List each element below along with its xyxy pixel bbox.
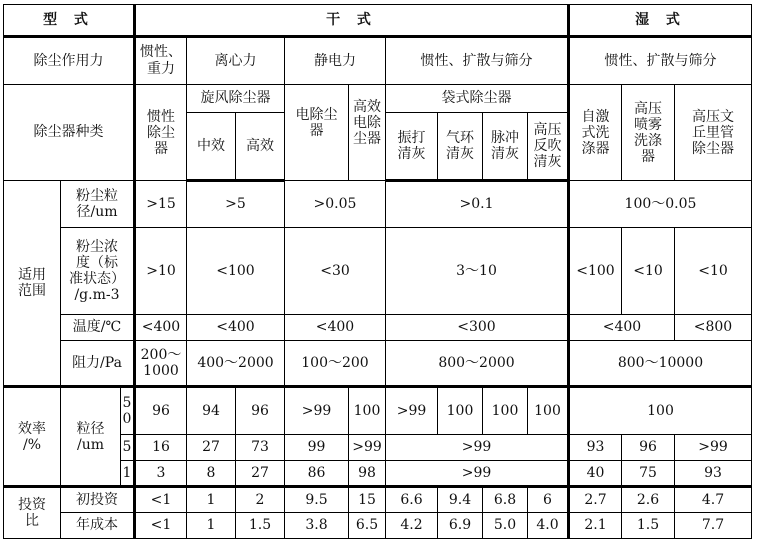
- particle-bag: >0.1: [386, 181, 569, 228]
- force-inertia-line1: 惯性、: [140, 44, 182, 60]
- size-50-l1: 5: [122, 395, 132, 411]
- applicable-group-l2: 范围: [18, 283, 46, 299]
- efficiency-row-50: [4, 387, 752, 435]
- init-bag-air: 9.4: [438, 487, 483, 513]
- eff5-cyclone-mid: 27: [187, 435, 236, 461]
- eff50-esp: >99: [285, 387, 349, 435]
- temp-wet-self-spray: <400: [569, 315, 675, 341]
- eff1-wet-spray: 75: [622, 461, 675, 487]
- init-inertial: <1: [135, 487, 187, 513]
- conc-wet-self: <100: [569, 228, 622, 315]
- investment-group-l2: 比: [25, 513, 39, 529]
- eff5-hi-esp: >99: [349, 435, 386, 461]
- force-inertia-gravity: [135, 37, 187, 85]
- force-centrifugal: 离心力: [187, 37, 285, 85]
- eff1-bag: >99: [386, 461, 569, 487]
- type-inertial: [135, 85, 187, 181]
- force-row: [4, 37, 752, 85]
- size-5: 5: [121, 435, 135, 461]
- applicable-resist-row: [4, 341, 752, 387]
- type-bag-shake-l1: 振打: [397, 130, 426, 146]
- init-wet-self: 2.7: [569, 487, 622, 513]
- eff5-esp: 99: [285, 435, 349, 461]
- annual-bag-reverse: 4.0: [528, 513, 569, 539]
- temp-inertial: <400: [135, 315, 187, 341]
- type-hi-esp-l2: 电除: [353, 115, 381, 131]
- particle-label-l2: 径/um: [76, 204, 118, 220]
- temp-cyclone: <400: [187, 315, 285, 341]
- type-bag-pulse-l2: 清灰: [491, 146, 519, 162]
- type-cyclone: 旋风除尘器: [187, 85, 285, 113]
- type-esp-l1: 电除尘: [295, 107, 338, 123]
- conc-bag: 3～10: [386, 228, 569, 315]
- initial-label: 初投资: [61, 487, 135, 513]
- size-50-l2: 0: [122, 411, 132, 427]
- type-bag-shake: [386, 113, 438, 181]
- applicable-particle-row: [4, 181, 752, 228]
- eff1-cyclone-high: 27: [236, 461, 285, 487]
- annual-wet-venturi: 7.7: [675, 513, 752, 539]
- type-cyclone-mid: 中效: [187, 113, 236, 181]
- type-bag-rev-l1: 高压: [533, 122, 562, 138]
- conc-label: [61, 228, 135, 315]
- efficiency-group-l2: /%: [22, 436, 42, 453]
- applicable-temp-row: [4, 315, 752, 341]
- conc-inertial: >10: [135, 228, 187, 315]
- eff1-inertial: 3: [135, 461, 187, 487]
- type-hi-esp-l1: 高效: [353, 99, 381, 115]
- conc-label-l3: 准状态）: [69, 271, 125, 287]
- particle-inertial: >15: [135, 181, 187, 228]
- type-esp: [285, 85, 349, 181]
- investment-group-l1: 投资: [18, 497, 46, 513]
- force-dry-combined: 惯性、扩散与筛分: [386, 37, 569, 85]
- eff50-bag-pulse: 100: [483, 387, 528, 435]
- init-wet-venturi: 4.7: [675, 487, 752, 513]
- annual-bag-pulse: 5.0: [483, 513, 528, 539]
- type-bag-pulse-l1: 脉冲: [491, 130, 519, 146]
- type-wet-venturi-l2: 丘里管: [692, 124, 734, 141]
- particle-esp: >0.05: [285, 181, 386, 228]
- annual-label: 年成本: [61, 513, 135, 539]
- applicable-conc-row: [4, 228, 752, 315]
- temp-bag: <300: [386, 315, 569, 341]
- eff50-bag-air: 100: [438, 387, 483, 435]
- type-bag: 袋式除尘器: [386, 85, 569, 113]
- type-wet-venturi: [675, 85, 752, 181]
- eff1-esp: 86: [285, 461, 349, 487]
- annual-inertial: <1: [135, 513, 187, 539]
- header-type: 型 式: [4, 5, 135, 37]
- particle-cyclone: >5: [187, 181, 285, 228]
- conc-label-l2: 度（标: [76, 255, 118, 271]
- eff50-wet: 100: [569, 387, 752, 435]
- eff50-inertial: 96: [135, 387, 187, 435]
- eff5-bag: >99: [386, 435, 569, 461]
- eff5-inertial: 16: [135, 435, 187, 461]
- type-row-upper: [4, 85, 752, 113]
- resist-label: 阻力/Pa: [61, 341, 135, 387]
- type-wet-self-l1: 自激: [581, 108, 610, 125]
- eff50-bag-reverse: 100: [528, 387, 569, 435]
- resist-cyclone: 400～2000: [187, 341, 285, 387]
- header-wet: 湿 式: [569, 5, 752, 37]
- eff5-wet-venturi: >99: [675, 435, 752, 461]
- type-bag-rev-l2: 反吹: [533, 138, 562, 154]
- efficiency-group: [4, 387, 61, 487]
- eff1-wet-venturi: 93: [675, 461, 752, 487]
- type-wet-venturi-l3: 除尘器: [692, 140, 734, 157]
- type-bag-air-ring: [438, 113, 483, 181]
- annual-esp: 3.8: [285, 513, 349, 539]
- temp-esp: <400: [285, 315, 386, 341]
- conc-label-l1: 粉尘浓: [76, 239, 118, 255]
- type-wet-spray-l4: 器: [641, 148, 655, 165]
- type-bag-air-l2: 清灰: [446, 146, 474, 162]
- temp-label: 温度/℃: [61, 315, 135, 341]
- applicable-group-l1: 适用: [18, 267, 46, 283]
- type-bag-rev-l3: 清灰: [533, 154, 562, 170]
- conc-label-l4: /g.m-3: [74, 287, 120, 303]
- force-label: 除尘作用力: [4, 37, 135, 85]
- type-label: 除尘器种类: [4, 85, 135, 181]
- conc-esp: <30: [285, 228, 386, 315]
- type-hi-esp-l3: 尘器: [353, 131, 381, 147]
- init-bag-pulse: 6.8: [483, 487, 528, 513]
- annual-wet-self: 2.1: [569, 513, 622, 539]
- init-wet-spray: 2.6: [622, 487, 675, 513]
- init-cyclone-mid: 1: [187, 487, 236, 513]
- force-inertia-line2: 重力: [147, 61, 175, 77]
- force-wet-combined: 惯性、扩散与筛分: [569, 37, 752, 85]
- investment-annual-row: [4, 513, 752, 539]
- eff5-wet-self: 93: [569, 435, 622, 461]
- force-electrostatic: 静电力: [285, 37, 386, 85]
- resist-inertial-l2: 1000: [143, 363, 179, 379]
- resist-inertial-l1: 200～: [140, 347, 182, 363]
- annual-bag-air: 6.9: [438, 513, 483, 539]
- size-label-l1: 粒径: [76, 420, 105, 437]
- particle-wet: 100～0.05: [569, 181, 752, 228]
- annual-cyclone-mid: 1: [187, 513, 236, 539]
- header-dry: 干 式: [135, 5, 569, 37]
- temp-wet-venturi: <800: [675, 315, 752, 341]
- type-wet-spray: [622, 85, 675, 181]
- type-bag-pulse: [483, 113, 528, 181]
- type-bag-reverse: [528, 113, 569, 181]
- eff50-bag-shake: >99: [386, 387, 438, 435]
- type-bag-shake-l2: 清灰: [397, 146, 426, 162]
- investment-group: [4, 487, 61, 539]
- conc-cyclone: <100: [187, 228, 285, 315]
- type-wet-self-l2: 式洗: [581, 124, 610, 141]
- type-wet-venturi-l1: 高压文: [692, 108, 734, 125]
- type-bag-air-l1: 气环: [446, 130, 474, 146]
- applicable-group: [4, 181, 61, 387]
- type-inertial-l3: 器: [154, 140, 168, 157]
- type-esp-l2: 器: [309, 123, 324, 139]
- resist-bag: 800～2000: [386, 341, 569, 387]
- type-wet-spray-l1: 高压: [634, 100, 662, 117]
- header-row: [4, 5, 752, 37]
- type-cyclone-high: 高效: [236, 113, 285, 181]
- type-high-eff-esp: [349, 85, 386, 181]
- eff1-cyclone-mid: 8: [187, 461, 236, 487]
- type-wet-spray-l3: 洗涤: [634, 132, 662, 149]
- size-50: [121, 387, 135, 435]
- eff1-wet-self: 40: [569, 461, 622, 487]
- annual-bag-shake: 4.2: [386, 513, 438, 539]
- annual-cyclone-high: 1.5: [236, 513, 285, 539]
- size-label: [61, 387, 121, 487]
- eff50-hi-esp: 100: [349, 387, 386, 435]
- eff50-cyclone-high: 96: [236, 387, 285, 435]
- init-cyclone-high: 2: [236, 487, 285, 513]
- conc-wet-spray: <10: [622, 228, 675, 315]
- comparison-table-container: [3, 4, 752, 539]
- size-label-l2: /um: [76, 436, 104, 453]
- type-inertial-l2: 除尘: [147, 124, 175, 141]
- type-wet-spray-l2: 喷雾: [634, 116, 662, 133]
- particle-label-l1: 粉尘粒: [76, 188, 118, 204]
- annual-wet-spray: 1.5: [622, 513, 675, 539]
- init-bag-reverse: 6: [528, 487, 569, 513]
- investment-initial-row: [4, 487, 752, 513]
- eff5-cyclone-high: 73: [236, 435, 285, 461]
- efficiency-group-l1: 效率: [18, 420, 46, 437]
- type-wet-self-l3: 涤器: [581, 140, 610, 157]
- eff1-hi-esp: 98: [349, 461, 386, 487]
- type-wet-self: [569, 85, 622, 181]
- eff5-wet-spray: 96: [622, 435, 675, 461]
- init-bag-shake: 6.6: [386, 487, 438, 513]
- resist-wet: 800～10000: [569, 341, 752, 387]
- init-esp: 9.5: [285, 487, 349, 513]
- init-hi-esp: 15: [349, 487, 386, 513]
- eff50-cyclone-mid: 94: [187, 387, 236, 435]
- size-1: 1: [121, 461, 135, 487]
- annual-hi-esp: 6.5: [349, 513, 386, 539]
- resist-inertial: [135, 341, 187, 387]
- dust-collector-comparison-table: [3, 4, 752, 539]
- type-inertial-l1: 惯性: [147, 108, 175, 125]
- conc-wet-venturi: <10: [675, 228, 752, 315]
- particle-label: [61, 181, 135, 228]
- resist-esp: 100～200: [285, 341, 386, 387]
